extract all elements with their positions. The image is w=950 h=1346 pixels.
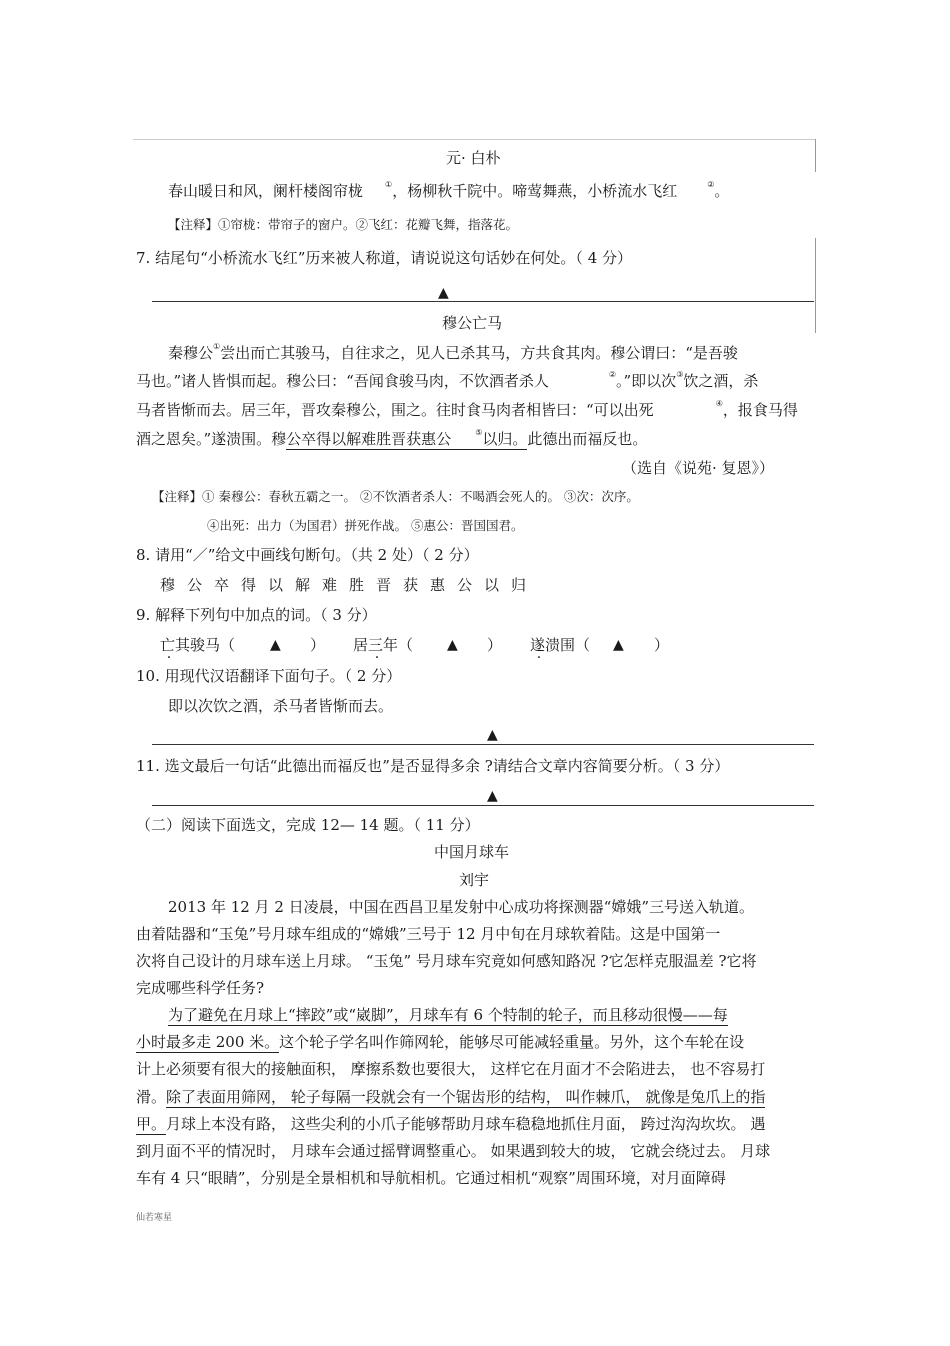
question-9-item-2-end: ） [487,636,503,654]
passage2-line-2: 由着陆器和“玉兔”号月球车组成的“嫦娥”三号于 12 月中旬在月球软着陆。这是中国第一 [136,925,721,943]
answer-line-10 [152,744,814,745]
question-11: 11. 选文最后一句话“此德出而福反也”是否显得多余 ?请结合文章内容简要分析。（ 3 分） [136,757,730,775]
passage1-line-2: 马也。”诸人皆惧而起。穆公曰：“吾闻食骏马肉，不饮酒者杀人 ②。”即以次③饮之酒，杀 [136,370,759,390]
passage2-line-8: 滑。除了表面用筛网， 轮子每隔一段就会有一个锯齿形的结构， 叫作棘爪， 就像是兔爪上的指 [136,1088,766,1106]
answer-marker-9a: ▲ [270,637,281,653]
passage2-author: 刘宇 [459,871,490,889]
passage2-line-6: 小时最多走 200 米。这个轮子学名叫作筛网轮，能够尽可能减轻重量。另外，这个车轮在设 [136,1033,745,1051]
question-8-sentence: 穆公卒得以解难胜晋获惠公以归 [160,576,539,594]
passage2-line-10: 到月面不平的情况时， 月球车会通过摇臂调整重心。 如果遇到较大的坡， 它就会绕过去。 月球 [136,1142,771,1160]
answer-marker-9c: ▲ [613,637,624,653]
question-7: 7. 结尾句“小桥流水飞红”历来被人称道，请说说这句话妙在何处。（ 4 分） [136,249,632,267]
passage1-note-1: 【注释】① 秦穆公：春秋五霸之一。 ②不饮酒者杀人：不喝酒会死人的。 ③次：次序。 [152,489,639,504]
right-border-1 [815,139,816,172]
passage2-line-11: 车有 4 只“眼睛”，分别是全景相机和导航相机。它通过相机“观察”周围环境，对月面障碍 [136,1169,726,1187]
passage1-line-1: 秦穆公①尝出而亡其骏马，自往求之，见人已杀其马，方共食其肉。穆公谓曰：“是吾骏 [168,342,738,362]
passage2-line-1: 2013 年 12 月 2 日凌晨，中国在西昌卫星发射中心成功将探测器“嫦娥”三号送入轨道。 [168,898,754,916]
answer-line-11 [152,805,814,806]
poem-line: 春山暖日和风，阑杆楼阁帘栊 ①，杨柳秋千院中。啼莺舞燕，小桥流水飞红 ②。 [168,180,730,200]
passage1-line-4: 酒之恩矣。”遂溃围。穆公卒得以解难胜晋获惠公 ⑤以归。此德出而福反也。 [136,428,648,448]
poem-note: 【注释】①帘栊：带帘子的窗户。②飞红：花瓣飞舞，指落花。 [168,217,519,232]
passage1-source: （选自《说苑· 复恩》） [622,459,775,477]
answer-marker-9b: ▲ [447,637,458,653]
passage2-line-7: 计上必须要有很大的接触面积， 摩擦系数也要很大， 这样它在月面才不会陷进去， 也不容易打 [136,1060,766,1078]
passage2-line-3: 次将自己设计的月球车送上月球。 “玉兔” 号月球车究竟如何感知路况 ?它怎样克服温差 ?它将 [136,952,757,970]
page-footer: 仙若寒星 [136,1213,173,1223]
answer-marker-7: ▲ [438,285,449,301]
answer-line-7 [152,301,814,302]
question-9-item-3-end: ） [654,636,670,654]
question-9: 9. 解释下列句中加点的词。（ 3 分） [136,606,377,624]
question-9-item-1-end: ） [310,636,326,654]
passage2-line-4: 完成哪些科学任务? [136,979,265,997]
section-2-heading: （二）阅读下面选文，完成 12— 14 题。（ 11 分） [136,816,480,834]
question-9-item-1: 亡其骏马（ [160,636,236,654]
answer-marker-11: ▲ [487,788,498,804]
top-rule [133,139,816,140]
passage1-line-3: 马者皆惭而去。居三年，晋攻秦穆公，围之。往时食马肉者相皆曰：“可以出死 ④，报食马得 [136,399,798,419]
answer-marker-10: ▲ [487,727,498,743]
passage1-note-2: ④出死：出力（为国君）拼死作战。 ⑤惠公：晋国国君。 [207,518,524,533]
passage2-title: 中国月球车 [434,843,510,861]
question-9-item-3: 遂溃围（ [530,636,591,654]
poem-author: 元· 白朴 [446,149,501,167]
passage1-title: 穆公亡马 [442,314,503,332]
question-10-sentence: 即以次饮之酒，杀马者皆惭而去。 [168,697,394,715]
question-8: 8. 请用“／”给文中画线句断句。（共 2 处）（ 2 分） [136,546,479,564]
question-9-item-2: 居三年（ [353,636,414,654]
question-10: 10. 用现代汉语翻译下面句子。（ 2 分） [136,667,402,685]
passage2-line-9: 甲。月球上本没有路， 这些尖利的小爪子能够帮助月球车稳稳地抓住月面， 跨过沟沟坎坎。 遇 [136,1115,766,1133]
right-border-2 [815,238,816,333]
passage2-line-5: 为了避免在月球上“摔跤”或“崴脚”，月球车有 6 个特制的轮子，而且移动很慢——每 [168,1006,728,1024]
